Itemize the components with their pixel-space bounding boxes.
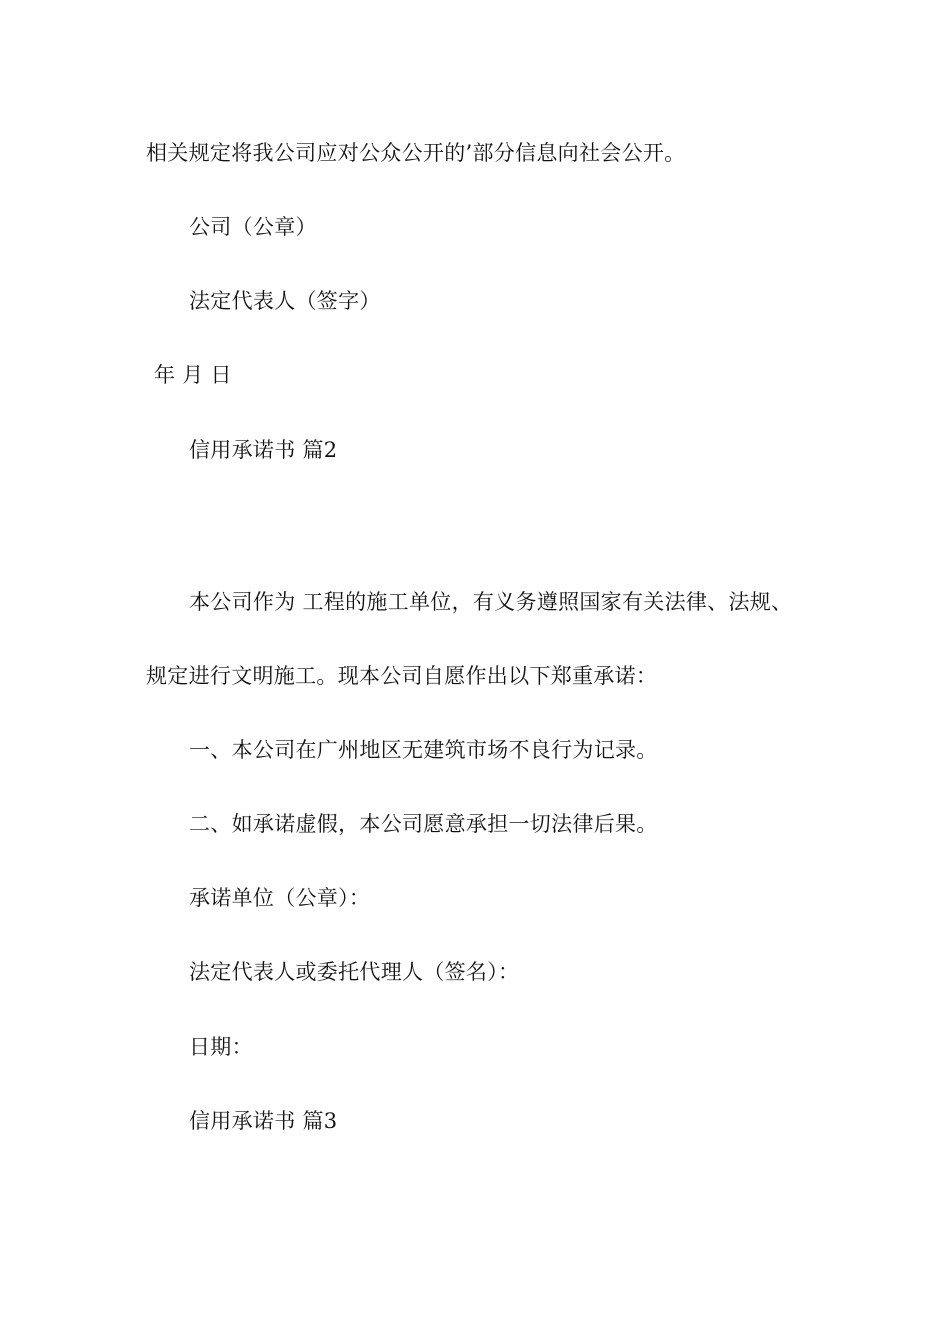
commitment-item-1: 一、本公司在广州地区无建筑市场不良行为记录。 — [189, 738, 658, 762]
paragraph-intro-line-1: 本公司作为 工程的施工单位，有义务遵照国家有关法律、法规、 — [189, 590, 793, 614]
date-label-line: 日期： — [189, 1035, 253, 1059]
committing-unit-line: 承诺单位（公章）： — [189, 886, 371, 910]
company-seal-line: 公司（公章） — [189, 215, 317, 239]
representative-signature-line: 法定代表人或委托代理人（签名）： — [189, 960, 520, 984]
paragraph-intro-line-2: 规定进行文明施工。现本公司自愿作出以下郑重承诺： — [146, 664, 658, 688]
section-heading-2: 信用承诺书 篇2 — [189, 438, 338, 462]
date-line: 年 月 日 — [154, 363, 232, 387]
section-heading-3: 信用承诺书 篇3 — [189, 1109, 338, 1133]
legal-representative-line: 法定代表人（签字） — [189, 289, 381, 313]
paragraph-disclosure-ending: 相关规定将我公司应对公众公开的’部分信息向社会公开。 — [146, 141, 686, 165]
commitment-item-2: 二、如承诺虚假，本公司愿意承担一切法律后果。 — [189, 812, 658, 836]
